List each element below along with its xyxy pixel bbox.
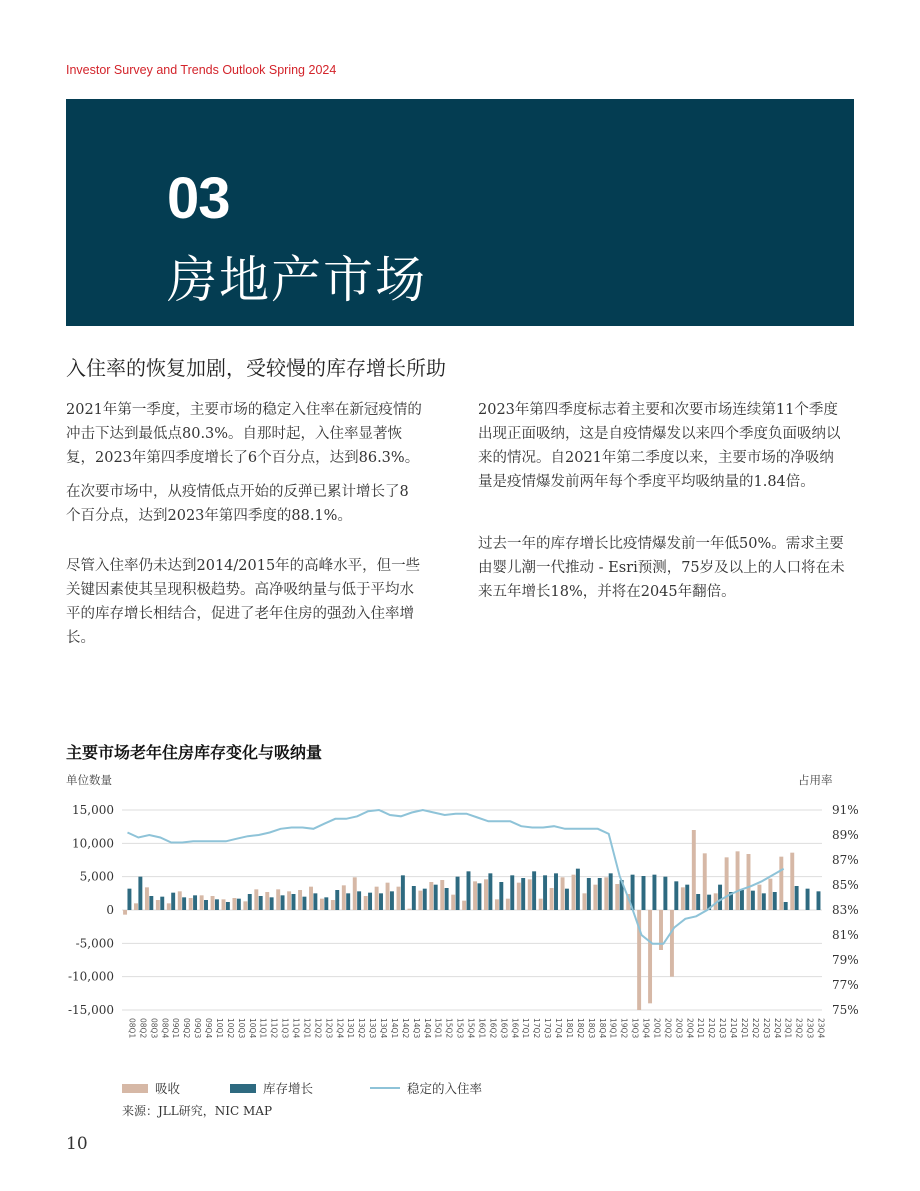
absorption-bar [320,899,324,910]
absorption-bar [407,909,411,910]
left-tick-label: -5,000 [75,936,114,951]
absorption-bar [189,898,193,910]
inventory-bar [324,897,328,910]
absorption-bar [517,883,521,910]
absorption-bar [397,887,401,910]
inventory-bar [204,900,208,910]
absorption-bar [200,895,204,910]
category-tick-label: 14Q2 [400,1018,410,1039]
absorption-bar [572,875,576,910]
inventory-bar [609,873,613,910]
absorption-bar [298,890,302,910]
category-tick-label: 22Q4 [772,1018,782,1039]
category-tick-label: 11Q4 [291,1018,301,1039]
inventory-bar [182,897,186,910]
right-axis-unit: 占用率 [798,773,833,787]
inventory-bar [795,886,799,910]
inventory-bar [696,894,700,910]
absorption-bar [386,883,390,910]
inventory-bar [412,886,416,910]
absorption-bar [593,885,597,910]
inventory-bar [270,897,274,910]
paragraph: 2023年第四季度标志着主要和次要市场连续第11个季度出现正面吸纳，这是自疫情爆发以来四个季度负面吸纳以来的情况。自2021年第二季度以来，主要市场的净吸纳量是疫情爆发前两年每个季度平均吸纳量的1.84倍。 [478,402,841,490]
absorption-bar [779,857,783,910]
absorption-bar [790,853,794,910]
inventory-bar [521,878,525,910]
category-tick-label: 08Q1 [127,1018,137,1039]
inventory-bar [488,873,492,910]
inventory-bar [598,878,602,910]
inventory-bar [193,895,197,910]
inventory-bar [740,890,744,910]
category-tick-label: 14Q3 [411,1018,421,1039]
absorption-swatch [122,1084,148,1093]
category-tick-label: 17Q3 [543,1018,553,1039]
inventory-bar [467,871,471,910]
right-tick-label: 79% [832,953,859,967]
inventory-bar [784,902,788,910]
category-tick-label: 18Q2 [575,1018,585,1039]
chart-title: 主要市场老年住房库存变化与吸纳量 [66,743,323,762]
absorption-bar [178,891,182,910]
absorption-bar [309,887,313,910]
category-tick-label: 21Q2 [707,1018,717,1039]
bar-line-chart [60,795,860,1060]
category-tick-label: 15Q1 [433,1018,443,1039]
absorption-bar [429,882,433,910]
category-tick-label: 19Q2 [619,1018,629,1039]
category-tick-label: 17Q1 [521,1018,531,1039]
category-tick-label: 08Q4 [160,1018,170,1039]
report-title: Investor Survey and Trends Outlook Spring 2024 [66,63,337,77]
inventory-bar [215,899,219,910]
right-column [478,398,846,604]
right-tick-label: 75% [832,1003,859,1017]
inventory-bar [259,896,263,910]
chapter-title: 房地产市场 [167,251,427,309]
absorption-bar [648,910,652,1003]
category-tick-label: 16Q1 [477,1018,487,1039]
inventory-bar [281,895,285,910]
legend-inventory [230,1079,313,1097]
left-tick-label: 5,000 [79,869,114,884]
inventory-bar [127,889,131,910]
inventory-bar [762,893,766,910]
absorption-bar [703,853,707,910]
category-tick-label: 21Q1 [696,1018,706,1039]
category-tick-label: 22Q1 [740,1018,749,1039]
section-heading: 入住率的恢复加剧，受较慢的库存增长所助 [66,356,446,380]
absorption-bar [736,851,740,910]
category-tick-label: 15Q2 [444,1018,454,1039]
category-tick-label: 12Q4 [335,1018,345,1039]
category-tick-label: 14Q4 [422,1018,432,1039]
inventory-bar [773,892,777,910]
category-tick-label: 21Q4 [729,1018,738,1039]
category-tick-label: 10Q4 [247,1018,257,1039]
inventory-bar [390,891,394,910]
right-tick-label: 81% [832,928,859,942]
absorption-bar [342,885,346,910]
category-tick-label: 09Q1 [171,1018,181,1039]
category-tick-label: 18Q4 [597,1018,607,1039]
inventory-bar [685,885,689,910]
left-tick-label: -10,000 [67,969,114,984]
category-tick-label: 13Q4 [379,1018,388,1039]
chapter-number: 03 [167,166,230,231]
right-tick-label: 83% [832,903,859,917]
absorption-bar [134,903,138,910]
left-axis-unit: 单位数量 [66,773,112,787]
category-tick-label: 22Q2 [750,1018,760,1039]
category-tick-label: 17Q4 [554,1018,563,1039]
absorption-bar [528,879,532,910]
inventory-bar [226,902,230,910]
absorption-bar [287,891,291,910]
inventory-swatch [230,1084,256,1093]
paragraph: 在次要市场中，从疫情低点开始的反弹已累计增长了8个百分点，达到2023年第四季度的88.1%。 [66,484,409,524]
category-tick-label: 18Q3 [586,1018,596,1039]
category-tick-label: 21Q3 [718,1018,728,1039]
category-tick-label: 19Q1 [608,1018,618,1039]
absorption-bar [506,899,510,910]
absorption-bar [440,880,444,910]
absorption-bar [232,898,236,910]
absorption-bar [156,900,160,910]
inventory-bar [565,889,569,910]
category-tick-label: 11Q1 [258,1018,268,1039]
absorption-bar [604,877,608,910]
inventory-bar [663,877,667,910]
absorption-bar [768,879,772,910]
legend-occupancy [370,1079,482,1097]
inventory-bar [510,875,514,910]
absorption-bar [243,901,247,910]
category-tick-label: 22Q3 [761,1018,771,1039]
absorption-bar [747,854,751,910]
category-tick-label: 09Q4 [204,1018,213,1039]
legend-label: 库存增长 [263,1081,314,1096]
legend-absorption [122,1079,180,1097]
category-tick-label: 08Q2 [138,1018,148,1039]
absorption-bar [451,895,455,910]
absorption-bar [265,892,269,910]
category-tick-label: 18Q1 [565,1018,574,1039]
category-tick-label: 12Q1 [302,1018,312,1039]
category-tick-label: 13Q1 [346,1018,356,1039]
category-tick-label: 14Q1 [390,1018,399,1039]
category-tick-label: 20Q1 [652,1018,662,1039]
page-number: 10 [66,1134,88,1154]
absorption-bar [254,889,258,910]
inventory-bar [817,891,821,910]
absorption-bar [473,881,477,910]
inventory-bar [171,893,175,910]
inventory-bar [379,893,383,910]
inventory-bar [423,889,427,910]
absorption-bar [495,899,499,910]
inventory-bar [401,875,405,910]
right-tick-label: 87% [832,853,859,867]
category-tick-label: 17Q2 [532,1018,542,1039]
absorption-bar [331,900,335,910]
absorption-bar [725,857,729,910]
inventory-bar [674,881,678,910]
left-tick-label: 0 [106,903,114,917]
inventory-bar [718,885,722,910]
category-tick-label: 10Q2 [225,1018,235,1039]
category-tick-label: 12Q3 [324,1018,334,1039]
absorption-bar [353,877,357,910]
inventory-bar [237,899,241,910]
absorption-bar [145,887,149,910]
inventory-bar [368,893,372,910]
occupancy-swatch [370,1087,400,1089]
inventory-bar [138,877,142,910]
inventory-bar [543,875,547,910]
category-tick-label: 16Q3 [499,1018,509,1039]
absorption-bar [462,901,466,910]
absorption-bar [276,889,280,910]
inventory-bar [160,897,164,910]
absorption-bar [222,899,226,910]
right-tick-label: 77% [832,978,859,992]
inventory-bar [751,891,755,910]
inventory-bar [445,888,449,910]
inventory-bar [554,873,558,910]
category-tick-label: 23Q1 [783,1018,793,1039]
category-tick-label: 10Q3 [236,1018,246,1039]
category-tick-label: 19Q3 [630,1018,640,1039]
right-tick-label: 89% [832,828,859,842]
absorption-bar [211,896,215,910]
absorption-bar [167,903,171,910]
inventory-bar [642,876,646,910]
inventory-bar [587,878,591,910]
left-tick-label: 10,000 [72,836,114,851]
inventory-bar [499,882,503,910]
paragraph: 2021年第一季度，主要市场的稳定入住率在新冠疫情的冲击下达到最低点80.3%。自那时起，入住率显著恢复，2023年第四季度增长了6个百分点，达到86.3%。 [66,402,422,466]
left-tick-label: 15,000 [72,803,114,817]
category-tick-label: 15Q4 [466,1018,476,1039]
category-tick-label: 20Q4 [685,1018,695,1039]
category-tick-label: 13Q3 [368,1018,378,1039]
legend-label: 稳定的入住率 [407,1081,483,1096]
absorption-bar [670,910,674,977]
inventory-bar [652,875,656,910]
inventory-bar [149,896,153,910]
category-tick-label: 09Q2 [182,1018,192,1039]
absorption-bar [561,877,565,910]
inventory-bar [806,889,810,910]
right-tick-label: 91% [832,803,859,817]
category-tick-label: 20Q2 [663,1018,673,1039]
absorption-bar [418,891,422,910]
category-tick-label: 16Q4 [510,1018,520,1039]
inventory-bar [302,897,306,910]
absorption-bar [757,885,761,910]
right-tick-label: 85% [832,878,859,892]
legend-label: 吸收 [155,1081,181,1096]
left-column [66,398,422,650]
inventory-bar [335,890,339,910]
inventory-bar [477,883,481,910]
category-tick-label: 09Q3 [193,1018,203,1039]
absorption-bar [484,879,488,910]
category-tick-label: 13Q2 [357,1018,367,1039]
absorption-bar [364,896,368,910]
inventory-bar [434,885,438,910]
absorption-bar [375,887,379,910]
chapter-banner [66,99,854,326]
absorption-bar [681,887,685,910]
absorption-bar [582,893,586,910]
absorption-bar [615,884,619,910]
inventory-bar [346,893,350,910]
category-tick-label: 19Q4 [641,1018,651,1039]
category-tick-label: 15Q3 [455,1018,465,1039]
paragraph: 尽管入住率仍未达到2014/2015年的高峰水平，但一些关键因素使其呈现积极趋势。高净吸纳量与低于平均水平的库存增长相结合，促进了老年住房的强劲入住率增长。 [66,558,421,646]
category-tick-label: 10Q1 [215,1018,224,1039]
category-tick-label: 23Q2 [794,1018,804,1039]
inventory-bar [357,891,361,910]
category-tick-label: 20Q3 [674,1018,684,1039]
left-tick-label: -15,000 [67,1003,114,1017]
inventory-bar [456,877,460,910]
category-tick-label: 12Q2 [313,1018,323,1039]
category-tick-label: 08Q3 [149,1018,159,1039]
inventory-bar [313,893,317,910]
category-tick-label: 11Q2 [269,1018,279,1039]
category-tick-label: 23Q4 [816,1018,826,1039]
inventory-bar [532,871,536,910]
inventory-bar [576,869,580,910]
category-tick-label: 11Q3 [280,1018,290,1039]
paragraph: 过去一年的库存增长比疫情爆发前一年低50%。需求主要由婴儿潮一代推动 - Esri预测，75岁及以上的人口将在未来五年增长18%，并将在2045年翻倍。 [478,536,845,600]
source-note: 来源：JLL研究，NIC MAP [122,1104,273,1118]
absorption-bar [550,888,554,910]
inventory-bar [248,894,252,910]
absorption-bar [692,830,696,910]
inventory-bar [292,894,296,910]
category-tick-label: 23Q3 [805,1018,815,1039]
category-tick-label: 16Q2 [488,1018,498,1039]
absorption-bar [123,910,127,915]
absorption-bar [539,899,543,910]
